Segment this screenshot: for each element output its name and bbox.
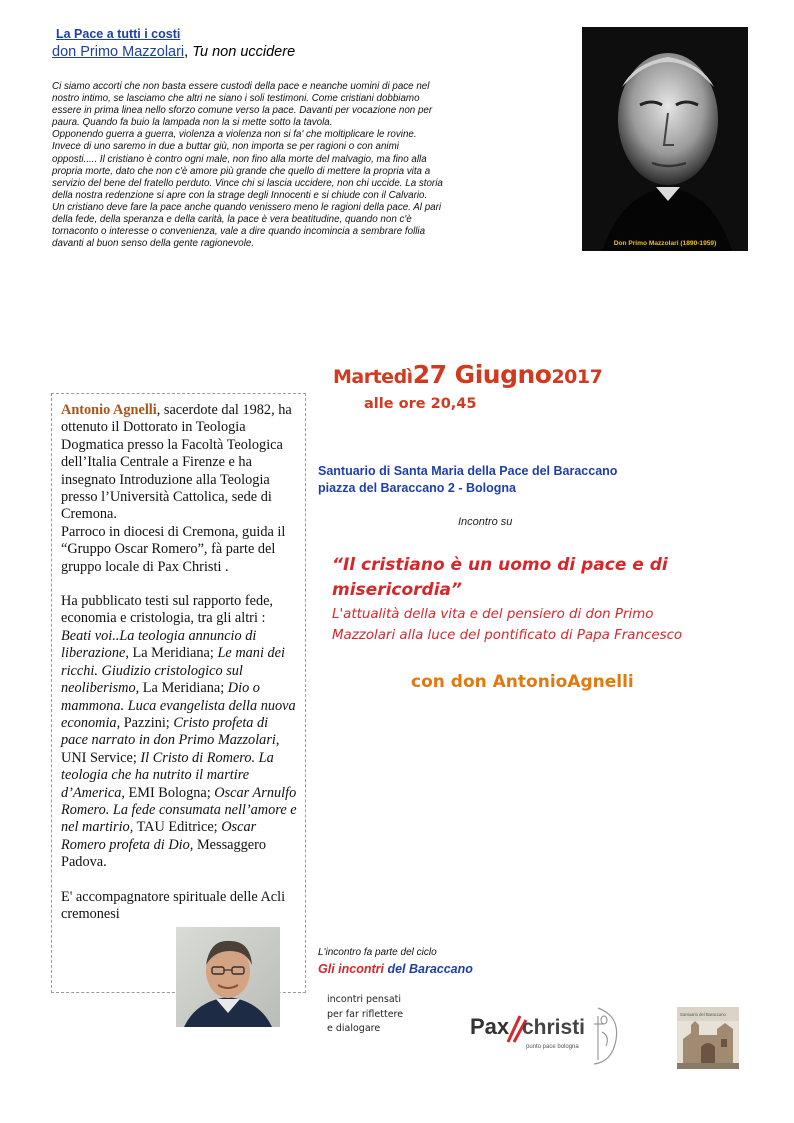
quote-line: opposti..... Il cristiano è contro ogni male, non fino alla morte del malvagio, ma fino alla	[52, 153, 427, 165]
event-time: alle ore 20,45	[364, 396, 477, 412]
cycle-tagline	[327, 993, 427, 1037]
publisher: Messaggero Padova.	[61, 836, 267, 871]
venue-address: piazza del Baraccano 2 - Bologna	[318, 481, 516, 495]
bio-paragraph-4: E' accompagnatore spirituale delle Acli cremonesi	[61, 888, 286, 922]
talk-subtitle	[332, 604, 752, 646]
publication-title: Il Cristo di Romero. La teologia che ha nutrito il martire d’America,	[61, 749, 274, 801]
pax-word: Pax	[470, 1014, 510, 1039]
cycle-name-part2: del Baraccano	[387, 962, 473, 976]
quote-line: Un cristiano deve fare la pace anche quando venissero meno le ragioni della pace. Al pari	[52, 201, 442, 213]
tagline-line: incontri pensati	[327, 994, 402, 1005]
publication-title: Le mani dei ricchi. Giudizio cristologico sul neoliberismo,	[61, 645, 285, 697]
publisher: La Meridiana;	[139, 680, 228, 697]
talk-title	[332, 553, 752, 603]
publisher: Pazzini;	[120, 714, 174, 731]
quote-line: Ci siamo accorti che non basta essere custodi della pace e neanche uomini di pace nel	[52, 81, 430, 92]
mazzolari-quote	[52, 81, 552, 250]
quote-line: davanti al buon senso della gente ragionevole.	[52, 238, 255, 250]
publisher: , UNI Service;	[61, 732, 280, 766]
bio-publications	[61, 593, 297, 872]
quote-line: servizio del bene del fratello perduto. Vince chi si lascia uccidere, non chi uccide. La storia	[52, 177, 443, 189]
bio-paragraph-2: Parroco in diocesi di Cremona, guida il “Gruppo Oscar Romero”, fà parte del gruppo locale di Pax Christi .	[61, 523, 286, 575]
speaker-line: con don AntonioAgnelli	[411, 672, 634, 692]
tagline-line: e dialogare	[327, 1023, 381, 1034]
book-title: Tu non uccidere	[192, 44, 296, 60]
pax-christi-logo	[470, 1002, 622, 1068]
agnelli-photo	[176, 927, 280, 1027]
incontro-label: Incontro su	[458, 516, 513, 528]
talk-subtitle-line: L'attualità della vita e del pensiero di don Primo	[332, 607, 654, 622]
tagline-line: per far riflettere	[327, 1008, 404, 1020]
speaker-bio	[61, 402, 297, 923]
church-caption: Santuario del Baraccano	[680, 1012, 726, 1017]
publisher: EMI Bologna;	[124, 784, 215, 801]
baraccano-church-image	[677, 1007, 739, 1069]
speaker-name: Antonio Agnelli	[61, 402, 157, 418]
quote-line: tornaconto o interesse o convenienza, vale a dire quando incomincia a sembrare follia	[52, 226, 426, 238]
quote-line: nostro intimo, se lasciamo che altri ne siano i soli testimoni. Come cristiani dobbiamo	[52, 93, 420, 105]
publication-title: Beati voi..La teologia annuncio di liberazione	[61, 627, 257, 662]
quote-line: propria morte, dato che non c'è amore più grande che quello di mettere la propria vita a	[52, 165, 431, 177]
cycle-name-part1: Gli incontri	[318, 962, 388, 976]
quote-line: essere in prima linea nello sforzo comune verso la pace. Davanti per vocazione non per	[52, 105, 433, 117]
quote-line: Invece di uno saremo in due a buttar giù, non importa se per ragioni o con animi	[52, 141, 399, 153]
talk-title-line: “Il cristiano è un uomo di pace e di	[332, 555, 668, 575]
publisher: TAU Editrice;	[133, 819, 222, 836]
header-link[interactable]: La Pace a tutti i costi	[56, 27, 181, 41]
mazzolari-portrait	[582, 27, 748, 251]
publication-title: Dio o mammona. Luca evangelista della nuova economia,	[61, 680, 296, 731]
bio-paragraph-1	[61, 402, 297, 524]
publication-title: Cristo profeta di pace narrato in don Primo Mazzolari	[61, 714, 276, 749]
publications-intro: Ha pubblicato testi sul rapporto fede, economia e cristologia, tra gli altri :	[61, 593, 274, 627]
talk-subtitle-line: Mazzolari alla luce del pontificato di Papa Francesco	[332, 628, 683, 643]
cycle-intro: L'incontro fa parte del ciclo	[318, 947, 437, 958]
author-link[interactable]: don Primo Mazzolari	[52, 44, 185, 60]
pax-tagline: punto pace bologna	[526, 1044, 579, 1050]
quote-line: della fede, della speranza e della carità, la pace è vera beatitudine, quando non c'è	[52, 214, 412, 226]
header-line	[52, 44, 295, 60]
quote-line: paura. Quando fa buio la lampada non la si mette sotto la tavola.	[52, 117, 333, 129]
talk-title-line: misericordia”	[332, 580, 462, 600]
cycle-name	[318, 962, 473, 976]
publication-title: Oscar Arnulfo Romero. La fede consumata nell’amore e nel martirio,	[61, 784, 297, 836]
bio-text: , sacerdote dal 1982, ha ottenuto il Dottorato in Teologia Dogmatica presso la Facoltà Teologica dell’Italia Centrale a Firenze e ha insegnato Introduzione alla Teologia presso l’Università Cattolica, sede di Cremona.	[61, 402, 292, 523]
quote-line: della nostra redenzione si apre con la strage degli Innocenti e si chiude con il Calvario.	[52, 189, 428, 201]
portrait-caption: Don Primo Mazzolari (1890-1959)	[613, 240, 717, 247]
publisher: , La Meridiana;	[125, 645, 218, 662]
quote-line: Opponendo guerra a guerra, violenza a violenza non si fa' che moltiplicare le rovine.	[52, 129, 417, 141]
header-separator: ,	[184, 44, 193, 60]
venue-name: Santuario di Santa Maria della Pace del Baraccano	[318, 464, 618, 478]
event-day-month: 27 Giugno	[412, 360, 552, 389]
christi-word: christi	[522, 1016, 586, 1039]
event-year: 2017	[551, 366, 603, 388]
event-date	[333, 360, 602, 389]
publication-title: Oscar Romero profeta di Dio,	[61, 819, 257, 853]
event-weekday: Martedì	[333, 366, 413, 388]
